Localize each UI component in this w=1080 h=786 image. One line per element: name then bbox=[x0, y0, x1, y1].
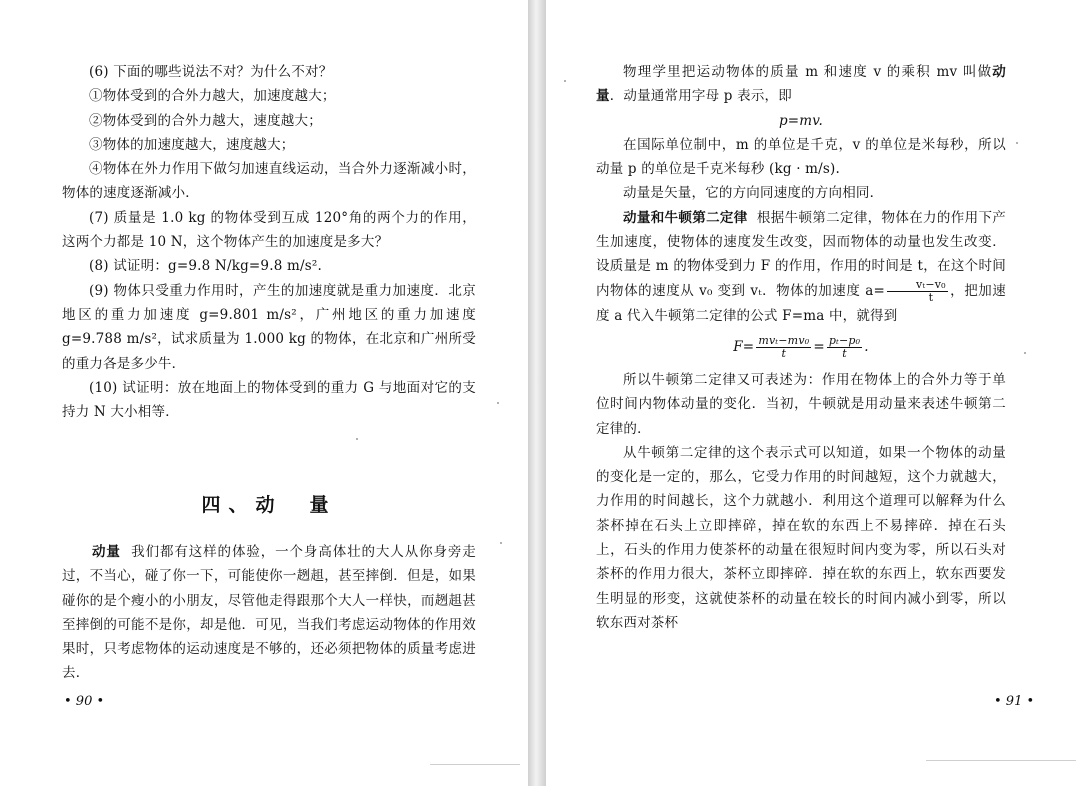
scan-artifact bbox=[430, 764, 520, 765]
teacup-paragraph: 从牛顿第二定律的这个表示式可以知道，如果一个物体的动量的变化是一定的，那么，它受力作用的时间越短，这个力就越大，力作用的时间越长，这个力就越小．利用这个道理可以解释为什么茶杯掉在石头上立即摔碎，掉在软的东西上不易摔碎．掉在石头上，石头的作用力使茶杯的动量在很短时间内变为零，所以石头对茶杯的作用力很大，茶杯立即摔碎．掉在软的东西上，软东西要发生明显的形变，这就使茶杯的动量在较长的时间内减小到零，所以软东西对茶杯 bbox=[596, 444, 1006, 631]
fraction-numerator: vₜ−v₀ bbox=[887, 279, 948, 292]
exercise-list bbox=[62, 60, 476, 424]
intro-paragraph bbox=[62, 540, 476, 686]
formula-newton-momentum bbox=[596, 332, 1006, 362]
scan-speck bbox=[1016, 142, 1018, 144]
intro-text: 我们都有这样的体验，一个身高体壮的大人从你身旁走过，不当心，碰了你一下，可能使你一趔趄，甚至摔倒．但是，如果碰你的是个瘦小的小朋友，尽管他走得跟那个大人一样快，而趔趄甚至摔倒的可能不是你，却是他．可见，当我们考虑运动物体的作用效果时，只考虑物体的运动速度是不够的，还必须把物体的质量考虑进去． bbox=[62, 544, 476, 682]
left-page bbox=[0, 0, 528, 786]
scan-speck bbox=[564, 80, 566, 82]
exercise-6-option-4: ④物体在外力作用下做匀加速直线运动，当合外力逐渐减小时，物体的速度逐渐减小． bbox=[62, 161, 476, 202]
intro-term: 动量 bbox=[92, 544, 121, 560]
definition-text-end: ．动量通常用字母 p 表示，即 bbox=[609, 88, 792, 105]
exercise-6-option-2: ②物体受到的合外力越大，速度越大； bbox=[89, 112, 322, 129]
vector-paragraph: 动量是矢量，它的方向同速度的方向相同． bbox=[623, 185, 884, 202]
fraction-denominator: t bbox=[842, 346, 847, 360]
right-text bbox=[596, 60, 1006, 635]
formula-lhs: F= bbox=[733, 338, 755, 355]
formula-momentum: p=mv. bbox=[778, 112, 824, 129]
formula-equals: = bbox=[813, 338, 825, 355]
book-gutter bbox=[528, 0, 546, 786]
scan-speck bbox=[1024, 352, 1026, 354]
right-page bbox=[546, 0, 1080, 786]
exercise-9: (9) 物体只受重力作用时，产生的加速度就是重力加速度．北京地区的重力加速度 g=9.801 m/s²，广州地区的重力加速度 g=9.788 m/s²，试求质量为 1.000 kg 的物体，在北京和广州所受的重力各是多少牛． bbox=[62, 282, 476, 372]
newton-text: 根据牛顿第二定律，物体在力的作用下产生加速度，使物体的速度发生改变，因而物体的动量也发生改变．设质量是 m 的物体受到力 F 的作用，作用的时间是 t，在这个时间内物体的速度从 v₀ 变到 vₜ．物体的加速 bbox=[596, 209, 1006, 299]
fraction-numerator: pₜ−p₀ bbox=[828, 333, 861, 347]
exercise-6: (6) 下面的哪些说法不对？为什么不对？ bbox=[89, 64, 333, 80]
formula-fraction-2 bbox=[827, 335, 862, 360]
fraction-numerator: mvₜ−mv₀ bbox=[758, 333, 810, 347]
exercise-7: (7) 质量是 1.0 kg 的物体受到互成 120°角的两个力的作用，这两个力都是 10 N，这个物体产生的加速度是多大？ bbox=[62, 209, 476, 251]
acceleration-lead: 度 a= bbox=[846, 282, 886, 299]
momentum-term: 动量 bbox=[596, 64, 1006, 105]
exercise-8: (8) 试证明：g=9.8 N/kg=9.8 m/s². bbox=[89, 258, 322, 275]
page-number-right: • 91 • bbox=[994, 694, 1035, 709]
scan-speck bbox=[356, 438, 358, 440]
scan-speck bbox=[500, 542, 502, 544]
scan-speck bbox=[497, 402, 499, 404]
section-title: 四、动 量 bbox=[201, 494, 337, 516]
acceleration-tail: ，把加速度 a 代入牛顿第二定律的公式 F=ma 中，就得到 bbox=[596, 282, 1006, 324]
newton-subheading: 动量和牛顿第二定律 bbox=[623, 209, 748, 226]
exercise-10: (10) 试证明：放在地面上的物体受到的重力 G 与地面对它的支持力 N 大小相等． bbox=[62, 379, 476, 421]
fraction-denominator: t bbox=[928, 290, 934, 304]
exercise-6-option-1: ①物体受到的合外力越大，加速度越大； bbox=[89, 88, 336, 105]
exercise-6-option-3: ③物体的加速度越大，速度越大； bbox=[89, 136, 295, 153]
fraction-denominator: t bbox=[781, 346, 787, 360]
formula-fraction-1 bbox=[756, 335, 811, 360]
unit-paragraph: 在国际单位制中，m 的单位是千克，v 的单位是米每秒，所以动量 p 的单位是千克米每秒 (kg · m/s). bbox=[596, 136, 1006, 178]
scan-artifact bbox=[926, 760, 1076, 761]
page-number-left: • 90 • bbox=[64, 694, 105, 709]
restatement-paragraph: 所以牛顿第二定律又可表述为：作用在物体上的合外力等于单位时间内物体动量的变化．当初，牛顿就是用动量来表述牛顿第二定律的． bbox=[596, 371, 1006, 437]
acceleration-fraction bbox=[887, 279, 948, 304]
formula-period: . bbox=[864, 338, 869, 355]
definition-text: 物理学里把运动物体的质量 m 和速度 v 的乘积 mv 叫做 bbox=[623, 64, 993, 80]
